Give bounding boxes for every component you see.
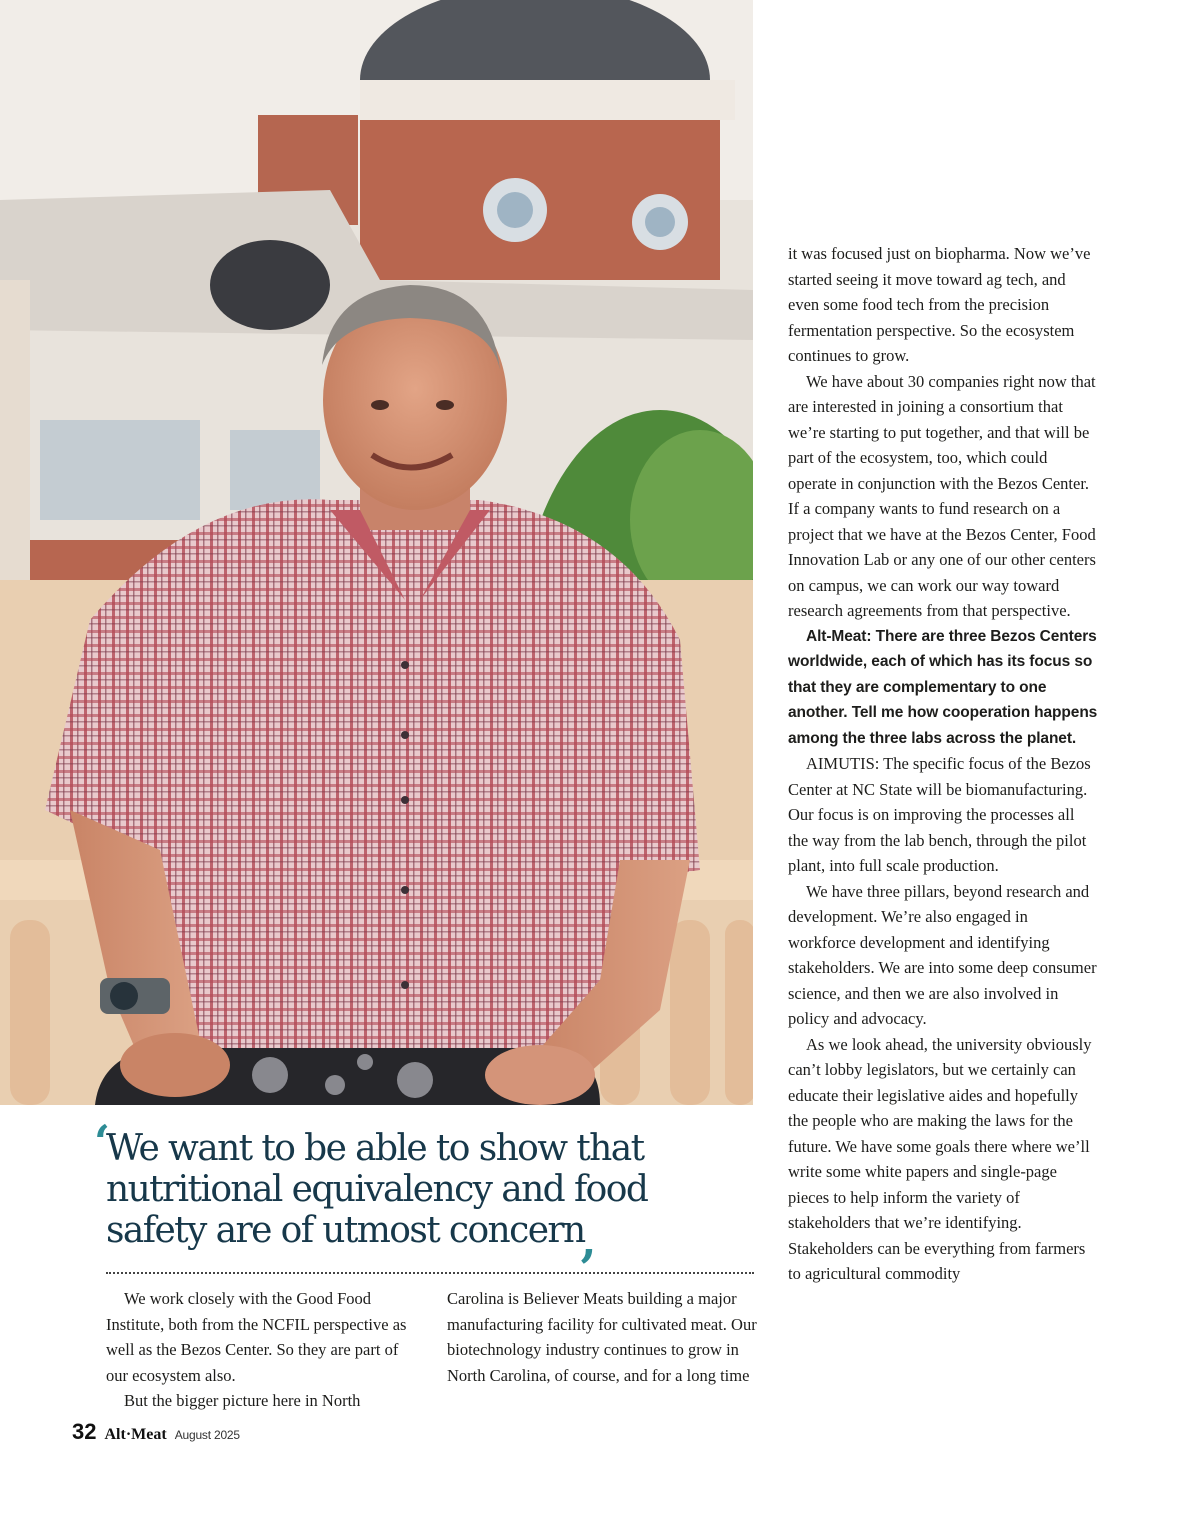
pull-quote-text: We want to be able to show that nutritional equivalency and food safety are of utmost concern — [106, 1128, 648, 1251]
portrait-photo — [0, 0, 753, 1105]
paragraph: We have about 30 companies right now that are interested in joining a consortium that we’re starting to put together, and that will be part of the ecosystem, too, which could operate in conjunction with the Bezos Center. If a company wants to fund research on a project that we have at the Bezos Center, Food Innovation Lab or any one of our other centers on campus, we can work our way toward research agreements from that perspective. — [788, 371, 1096, 620]
paragraph: But the bigger picture here in North — [124, 1391, 361, 1410]
magazine-logo: Alt·Meat — [104, 1426, 167, 1443]
paragraph: AIMUTIS: The specific focus of the Bezos Center at NC State will be biomanufacturing. Our focus is on improving the processes all the way from the lab bench, through the pilot plant, into full scale production. — [788, 754, 1091, 875]
page-number: 32 — [72, 1419, 97, 1444]
body-column-left — [106, 1286, 424, 1414]
body-column-right — [788, 241, 1098, 1287]
body-column-middle — [447, 1286, 757, 1388]
paragraph: As we look ahead, the university obviously can’t lobby legislators, but we certainly can educate their legislative aides and hopefully the people who are making the laws for the future. We have some goals there where we’ll write some white papers and single-page pieces to help inform the variety of stakeholders that we’re identifying. Stakeholders can be everything from farmers to agricultural commodity — [788, 1034, 1092, 1283]
paragraph: it was focused just on biopharma. Now we’ve started seeing it move toward ag tech, and even some food tech from the precision fermentation perspective. So the ecosystem continues to grow. — [788, 244, 1091, 365]
portrait-illustration — [0, 0, 753, 1105]
dotted-divider — [106, 1272, 754, 1274]
paragraph: We work closely with the Good Food Institute, both from the NCFIL perspective as well as the Bezos Center. So they are part of our ecosystem also. — [106, 1289, 407, 1385]
pull-quote: ‘ We want to be able to show that nutritional equivalency and food safety are of utmost concern, — [94, 1115, 648, 1267]
paragraph: We have three pillars, beyond research and development. We’re also engaged in workforce development and identifying stakeholders. We are into some deep consumer science, and then we are also involved in policy and advocacy. — [788, 881, 1097, 1028]
issue-date: August 2025 — [174, 1428, 240, 1442]
paragraph: Carolina is Believer Meats building a major manufacturing facility for cultivated meat. Our biotechnology industry continues to grow in North Carolina, of course, and for a long time — [447, 1289, 757, 1385]
page-footer — [72, 1419, 240, 1445]
interview-question: Alt-Meat: There are three Bezos Centers worldwide, each of which has its focus so that they are complementary to one another. Tell me how cooperation happens among the three labs across the planet. — [788, 627, 1098, 747]
